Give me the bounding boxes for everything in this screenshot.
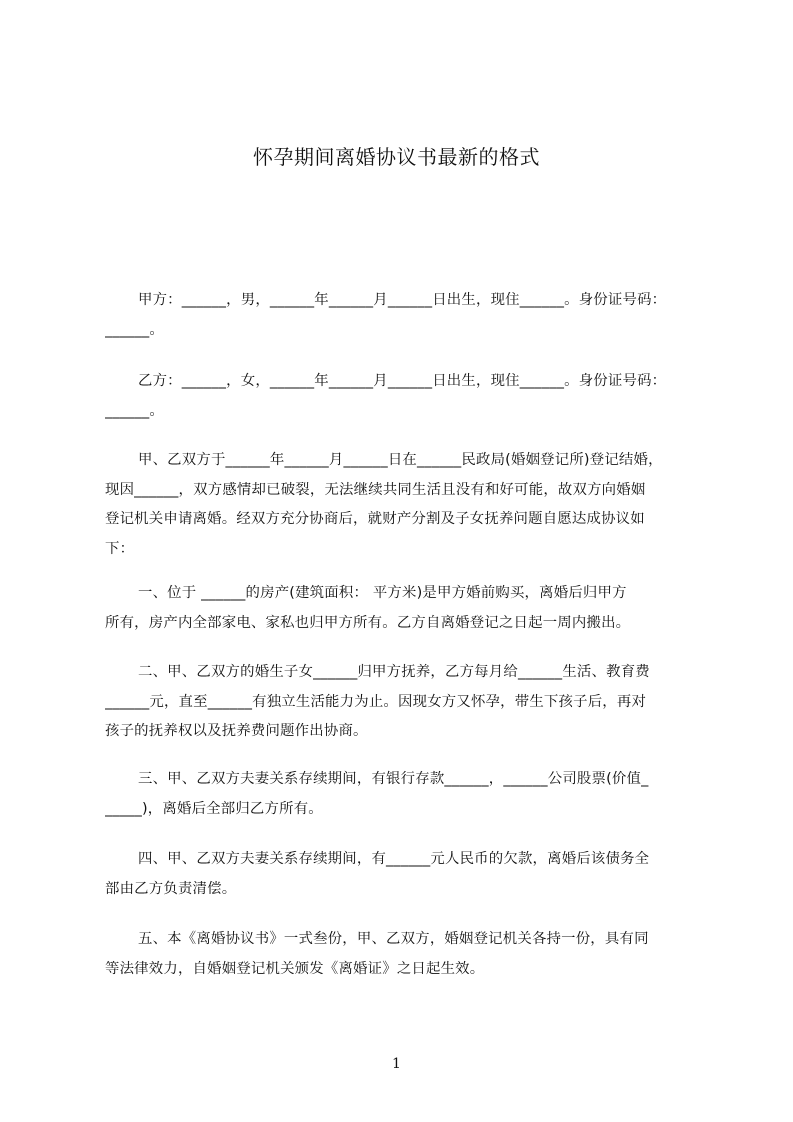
paragraph-line: 一、位于 ______的房产(建筑面积： 平方米)是甲方婚前购买，离婚后归甲方	[138, 585, 627, 601]
party-a-paragraph	[105, 286, 697, 345]
page-number: 1	[392, 1056, 401, 1072]
paragraph-line: 孩子的抚养权以及抚养费问题作出协商。	[105, 723, 368, 739]
paragraph-line: ______。	[105, 402, 164, 419]
paragraph-line: _____)，离婚后全部归乙方所有。	[105, 800, 323, 817]
paragraph-line: ______。	[105, 321, 164, 338]
clause-5-paragraph	[105, 925, 697, 984]
paragraph-line: 甲、乙双方于______年______月______日在______民政局(婚姻登记所)登记结婚，	[138, 452, 663, 468]
paragraph-line: 五、本《离婚协议书》一式叁份，甲、乙双方，婚姻登记机关各持一份，具有同	[138, 931, 649, 947]
paragraph-line: 所有，房产内全部家电、家私也归甲方所有。乙方自离婚登记之日起一周内搬出。	[105, 614, 631, 631]
paragraph-line: 三、甲、乙双方夫妻关系存续期间，有银行存款______，______公司股票(价值_	[138, 771, 649, 787]
paragraph-line: 四、甲、乙双方夫妻关系存续期间，有______元人民币的欠款，离婚后该债务全	[138, 851, 650, 867]
clause-1-paragraph	[105, 579, 697, 638]
paragraph-line: 乙方：______，女，______年______月______日出生，现住______。身份证号码：	[138, 373, 667, 389]
paragraph-line: 下：	[105, 540, 135, 557]
clause-3-paragraph	[105, 765, 697, 824]
paragraph-line: 甲方：______，男，______年______月______日出生，现住______。身份证号码：	[138, 292, 667, 308]
paragraph-line: 部由乙方负责清偿。	[105, 880, 237, 897]
clause-2-paragraph	[105, 658, 697, 747]
clause-4-paragraph	[105, 845, 697, 904]
paragraph-line: 登记机关申请离婚。经双方充分协商后，就财产分割及子女抚养问题自愿达成协议如	[105, 511, 645, 527]
background-paragraph	[105, 446, 697, 564]
paragraph-line: 等法律效力，自婚姻登记机关颁发《离婚证》之日起生效。	[105, 960, 485, 977]
paragraph-line: ______元，直至______有独立生活能力为止。因现女方又怀孕，带生下孩子后，再对	[105, 693, 647, 710]
paragraph-line: 现因______，双方感情却已破裂，无法继续共同生活且没有和好可能，故双方向婚姻	[105, 481, 646, 498]
paragraph-line: 二、甲、乙双方的婚生子女______归甲方抚养，乙方每月给______生活、教育费	[138, 664, 650, 680]
document-title: 怀孕期间离婚协议书最新的格式	[253, 145, 540, 169]
party-b-paragraph	[105, 367, 697, 426]
